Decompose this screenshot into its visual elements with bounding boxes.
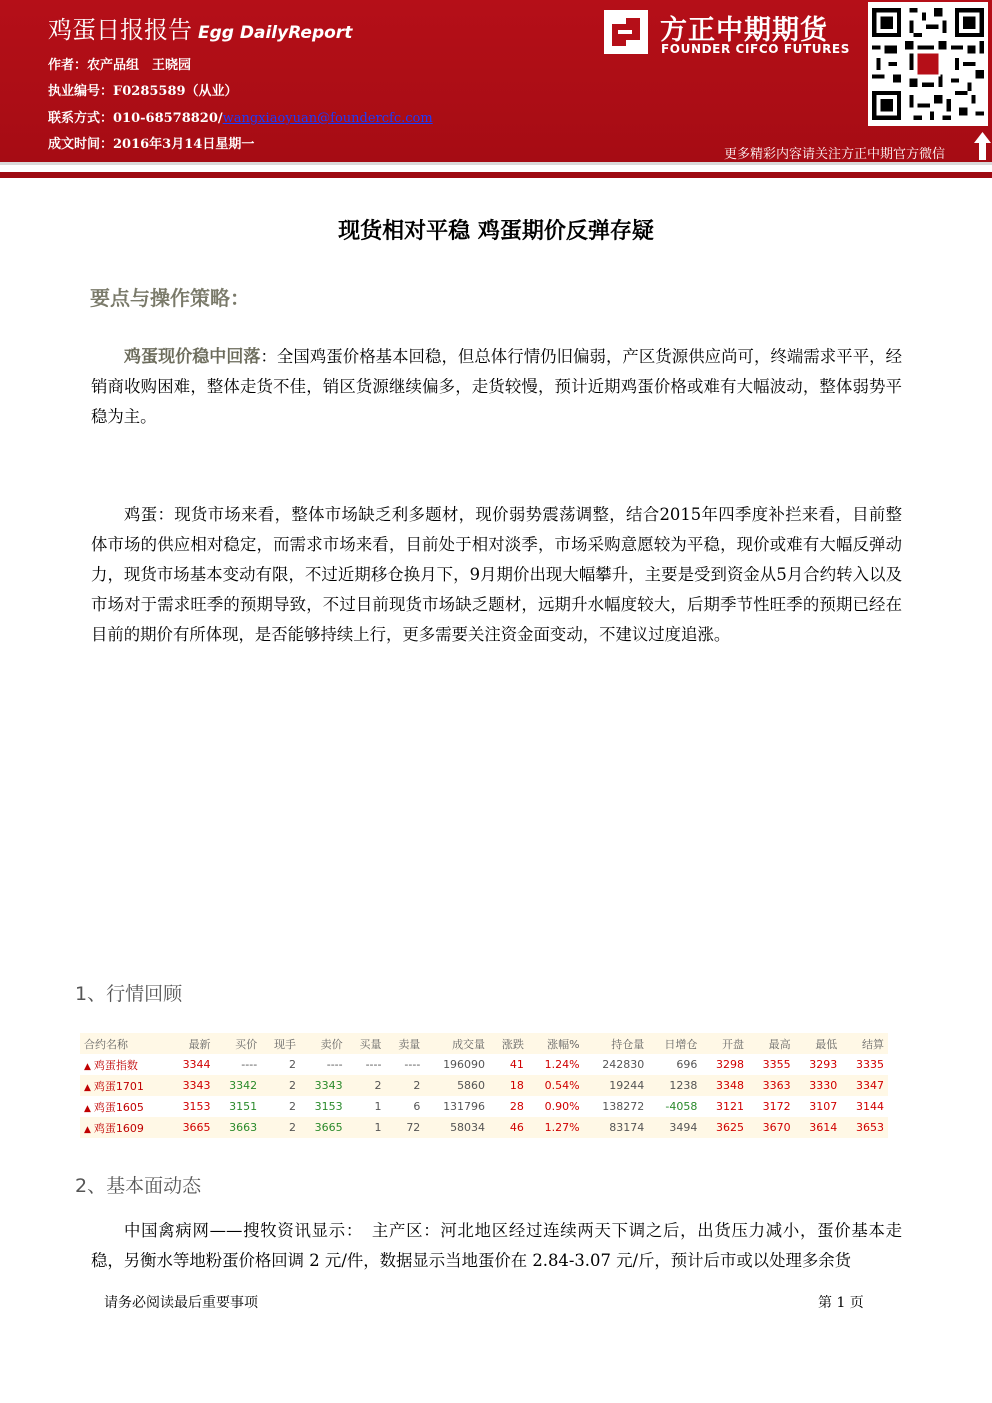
contract-name xyxy=(80,1075,168,1096)
section-fundamentals: 2、基本面动态 xyxy=(75,1175,202,1197)
quote-cell: -4058 xyxy=(665,1100,698,1113)
quote-cell: 2 xyxy=(413,1079,421,1092)
contract-name-text: 鸡蛋1605 xyxy=(93,1100,144,1114)
quote-cell: 2 xyxy=(289,1121,297,1134)
contract-name-text: 鸡蛋指数 xyxy=(93,1058,138,1072)
quote-cell: 1.27% xyxy=(544,1121,580,1134)
quote-cell: 83174 xyxy=(609,1121,645,1134)
quote-cell: 2 xyxy=(289,1058,297,1071)
contact-email-link[interactable]: wangxiaoyuan@foundercfc.com xyxy=(222,111,433,126)
quote-row[interactable] xyxy=(80,1117,888,1138)
quote-header-cell: 最新 xyxy=(188,1037,211,1051)
quote-cell: 3153 xyxy=(314,1100,343,1113)
header-divider-light xyxy=(0,162,992,165)
report-header xyxy=(0,0,992,162)
quote-cell: ---- xyxy=(404,1058,421,1071)
quote-cell: 3355 xyxy=(762,1058,791,1071)
quote-cell: 3151 xyxy=(229,1100,258,1113)
quote-header-cell: 成交量 xyxy=(452,1037,486,1051)
quote-cell: 2 xyxy=(289,1079,297,1092)
quote-cell: 19244 xyxy=(609,1079,645,1092)
quote-cell: 46 xyxy=(509,1121,524,1134)
report-title xyxy=(48,10,352,45)
quote-cell: 3663 xyxy=(229,1121,258,1134)
quote-header-cell: 买量 xyxy=(359,1037,382,1051)
quote-cell: 3342 xyxy=(229,1079,258,1092)
futures-paragraph: 鸡蛋：现货市场来看，整体市场缺乏利多题材，现价弱势震荡调整，结合2015年四季度补拦来看，目前整体市场的供应相对稳定，而需求市场来看，目前处于相对淡季，市场采购意愿较为平稳，现价或难有大幅反弹动力，现货市场基本变动有限，不过近期移仓换月下，9月期价出现大幅攀升，主要是受到资金从5月合约转入以及市场对于需求旺季的预期导致，不过目前现货市场缺乏题材，远期升水幅度较大，后期季节性旺季的预期已经在目前的期价有所体现，是否能够持续上行，更多需要关注资金面变动，不建议过度追涨。 xyxy=(91,505,902,644)
contract-name-text: 鸡蛋1701 xyxy=(93,1079,144,1093)
logo-text-cn: 方正中期期货 xyxy=(660,15,828,46)
quote-cell: 3343 xyxy=(314,1079,343,1092)
spot-lead: 鸡蛋现价稳中回落 xyxy=(124,347,261,367)
quote-header-cell: 涨跌 xyxy=(501,1037,524,1051)
row-marker-icon: ▲ xyxy=(84,1103,91,1114)
quote-cell: 3653 xyxy=(856,1121,884,1134)
contact-phone: 联系方式：010-68578820/ xyxy=(48,111,223,126)
quote-cell: 1 xyxy=(374,1100,382,1113)
spot-paragraph xyxy=(91,342,902,432)
contract-name xyxy=(80,1096,168,1117)
quote-header-cell: 卖价 xyxy=(320,1037,343,1051)
up-arrow-icon xyxy=(973,131,992,161)
contact-line xyxy=(48,107,433,126)
quote-cell: 5860 xyxy=(457,1079,486,1092)
quote-header-cell: 开盘 xyxy=(721,1037,744,1051)
quote-cell: 3363 xyxy=(762,1079,791,1092)
quote-cell: 3347 xyxy=(856,1079,884,1092)
quote-cell: 196090 xyxy=(443,1058,486,1071)
wechat-note: 更多精彩内容请关注方正中期官方微信 xyxy=(724,147,946,162)
spot-text: ：全国鸡蛋价格基本回稳，但总体行情仍旧偏弱，产区货源供应尚可，终端需求平平，经销商收购困难，整体走货不佳，销区货源继续偏多，走货较慢，预计近期鸡蛋价格或难有大幅波动，整体弱势平稳为主。 xyxy=(91,347,903,426)
logo-mark-icon xyxy=(604,10,648,54)
quote-cell: 72 xyxy=(406,1121,421,1134)
quote-table xyxy=(80,1033,888,1138)
quote-cell: 3107 xyxy=(809,1100,838,1113)
row-marker-icon: ▲ xyxy=(84,1082,91,1093)
logo-text-en: FOUNDER CIFCO FUTURES xyxy=(661,42,850,56)
report-title-en: Egg DailyReport xyxy=(198,23,353,43)
quote-cell: 6 xyxy=(413,1100,421,1113)
footer-notice: 请务必阅读最后重要事项 xyxy=(104,1295,258,1311)
quote-cell: 18 xyxy=(509,1079,524,1092)
quote-header-cell: 现手 xyxy=(274,1037,297,1051)
qr-code-icon xyxy=(868,2,988,126)
strategy-heading: 要点与操作策略： xyxy=(90,286,250,310)
quote-cell: 0.90% xyxy=(544,1100,580,1113)
section-market-review: 1、行情回顾 xyxy=(75,983,183,1005)
quote-cell: 3670 xyxy=(762,1121,791,1134)
quote-cell: 28 xyxy=(509,1100,524,1113)
contract-name xyxy=(80,1054,168,1075)
header-divider-dark xyxy=(0,172,992,178)
license-line: 执业编号：F0285589（从业） xyxy=(48,84,238,99)
quote-cell: 1238 xyxy=(669,1079,698,1092)
quote-header-row xyxy=(80,1033,888,1054)
fundamental-paragraph: 中国禽病网——搜牧资讯显示： 主产区：河北地区经过连续两天下调之后，出货压力减小，蛋价基本走稳，另衡水等地粉蛋价格回调 2 元/件，数据显示当地蛋价在 2.84-3.07 元/斤，预计后市或以处理多余货 xyxy=(91,1221,902,1270)
quote-cell: 3172 xyxy=(762,1100,791,1113)
quote-header-cell: 最低 xyxy=(815,1037,838,1051)
quote-cell: 131796 xyxy=(443,1100,486,1113)
quote-cell: 41 xyxy=(509,1058,524,1071)
quote-header-cell: 日增仓 xyxy=(664,1037,698,1051)
quote-cell: 1 xyxy=(374,1121,382,1134)
quote-row[interactable] xyxy=(80,1075,888,1096)
company-logo xyxy=(604,8,856,58)
contract-name xyxy=(80,1117,168,1138)
quote-header-cell: 涨幅% xyxy=(547,1037,580,1051)
quote-cell: 3344 xyxy=(182,1058,211,1071)
quote-cell: 1.24% xyxy=(544,1058,580,1071)
quote-cell: 3153 xyxy=(182,1100,211,1113)
quote-cell: 3330 xyxy=(809,1079,838,1092)
date-line: 成文时间：2016年3月14日星期一 xyxy=(48,137,255,152)
quote-header-cell: 持仓量 xyxy=(611,1037,645,1051)
quote-header-cell: 卖量 xyxy=(398,1037,421,1051)
quote-cell: 3348 xyxy=(715,1079,744,1092)
contract-name-text: 鸡蛋1609 xyxy=(93,1121,144,1135)
row-marker-icon: ▲ xyxy=(84,1061,91,1072)
quote-header-cell: 合约名称 xyxy=(84,1037,128,1051)
quote-cell: 2 xyxy=(374,1079,382,1092)
page-number: 第 1 页 xyxy=(818,1295,864,1311)
quote-header-cell: 买价 xyxy=(235,1037,258,1051)
quote-cell: ---- xyxy=(241,1058,258,1071)
quote-cell: 3614 xyxy=(809,1121,838,1134)
quote-cell: 2 xyxy=(289,1100,297,1113)
report-title-cn: 鸡蛋日报报告 xyxy=(48,16,192,44)
quote-cell: 242830 xyxy=(602,1058,645,1071)
report-headline: 现货相对平稳 鸡蛋期价反弹存疑 xyxy=(338,219,654,244)
quote-cell: 3494 xyxy=(669,1121,698,1134)
quote-cell: 3335 xyxy=(856,1058,884,1071)
quote-cell: 3121 xyxy=(715,1100,744,1113)
quote-cell: 138272 xyxy=(602,1100,645,1113)
author-line: 作者：农产品组 王晓园 xyxy=(48,58,192,73)
quote-row[interactable] xyxy=(80,1096,888,1117)
quote-cell: 3144 xyxy=(856,1100,884,1113)
row-marker-icon: ▲ xyxy=(84,1124,91,1135)
quote-cell: 3665 xyxy=(182,1121,211,1134)
quote-cell: 3298 xyxy=(715,1058,744,1071)
quote-cell: 3293 xyxy=(809,1058,838,1071)
quote-header-cell: 最高 xyxy=(768,1037,791,1051)
quote-cell: 696 xyxy=(676,1058,698,1071)
quote-cell: 3625 xyxy=(715,1121,744,1134)
quote-cell: ---- xyxy=(365,1058,382,1071)
quote-cell: 0.54% xyxy=(544,1079,580,1092)
quote-cell: ---- xyxy=(326,1058,343,1071)
quote-cell: 3665 xyxy=(314,1121,343,1134)
quote-cell: 3343 xyxy=(182,1079,211,1092)
quote-header-cell: 结算 xyxy=(862,1037,884,1051)
quote-cell: 58034 xyxy=(450,1121,486,1134)
quote-row[interactable] xyxy=(80,1054,888,1075)
